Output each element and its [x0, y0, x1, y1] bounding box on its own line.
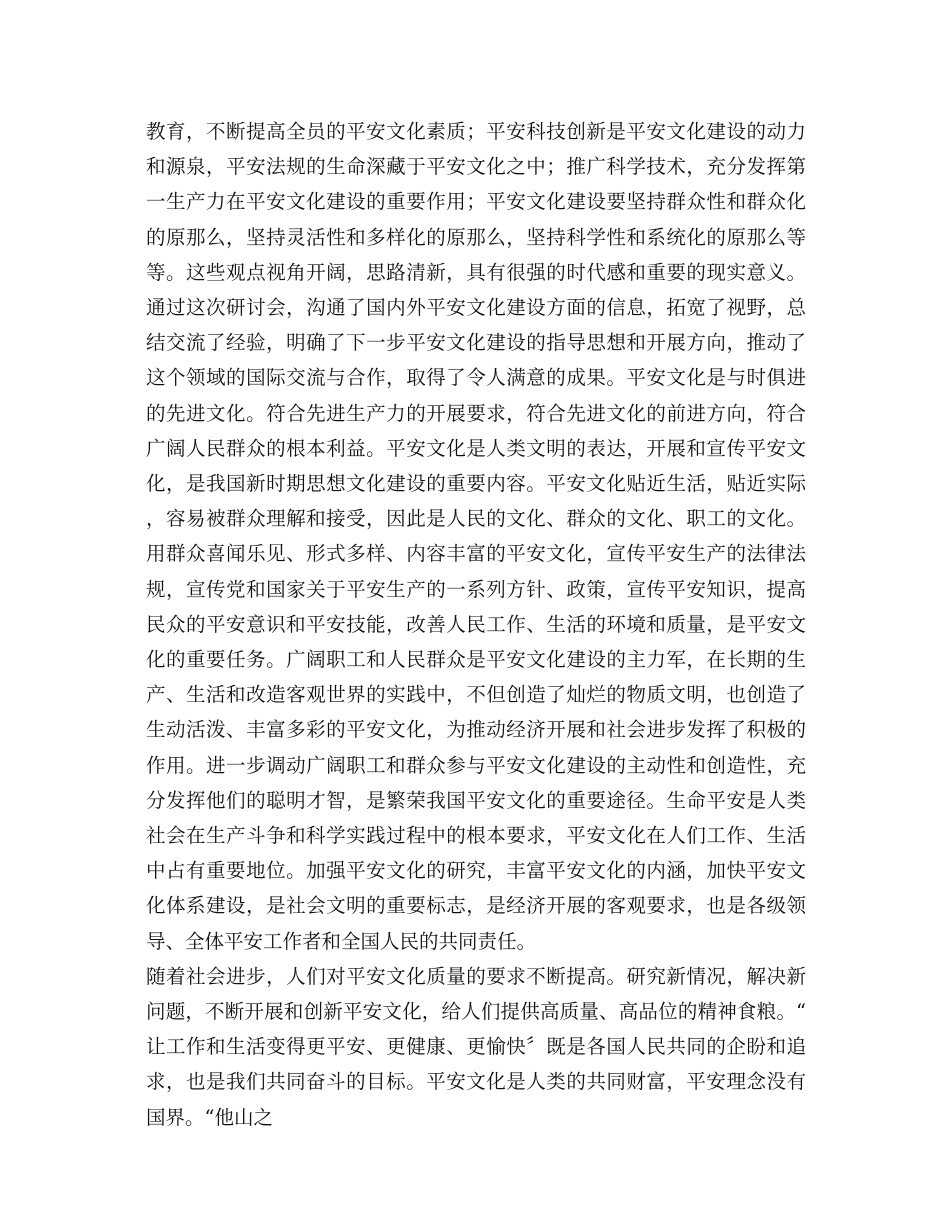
- paragraph-2: 随着社会进步，人们对平安文化质量的要求不断提高。研究新情况，解决新问题，不断开展和创新平安文化，给人们提供高质量、高品位的精神食粮。“让工作和生活变得更平安、更健康、更愉快〞既是各国人民共同的企盼和追求，也是我们共同奋斗的目标。平安文化是人类的共同财富，平安理念没有国界。“他山之: [146, 964, 806, 1129]
- document-body: [146, 114, 806, 1135]
- paragraph-1: 教育，不断提高全员的平安文化素质；平安科技创新是平安文化建设的动力和源泉，平安法规的生命深藏于平安文化之中；推广科学技术，充分发挥第一生产力在平安文化建设的重要作用；平安文化建设要坚持群众性和群众化的原那么，坚持灵活性和多样化的原那么，坚持科学性和系统化的原那么等等。这些观点视角开阔，思路清新，具有很强的时代感和重要的现实意义。通过这次研讨会，沟通了国内外平安文化建设方面的信息，拓宽了视野，总结交流了经验，明确了下一步平安文化建设的指导思想和开展方向，推动了这个领域的国际交流与合作，取得了令人满意的成果。平安文化是与时俱进的先进文化。符合先进生产力的开展要求，符合先进文化的前进方向，符合广阔人民群众的根本利益。平安文化是人类文明的表达，开展和宣传平安文化，是我国新时期思想文化建设的重要内容。平安文化贴近生活，贴近实际，容易被群众理解和接受，因此是人民的文化、群众的文化、职工的文化。用群众喜闻乐见、形式多样、内容丰富的平安文化，宣传平安生产的法律法规，宣传党和国家关于平安生产的一系列方针、政策，宣传平安知识，提高民众的平安意识和平安技能，改善人民工作、生活的环境和质量，是平安文化的重要任务。广阔职工和人民群众是平安文化建设的主力军，在长期的生产、生活和改造客观世界的实践中，不但创造了灿烂的物质文明，也创造了生动活泼、丰富多彩的平安文化，为推动经济开展和社会进步发挥了积极的作用。进一步调动广阔职工和群众参与平安文化建设的主动性和创造性，充分发挥他们的聪明才智，是繁荣我国平安文化的重要途径。生命平安是人类社会在生产斗争和科学实践过程中的根本要求，平安文化在人们工作、生活中占有重要地位。加强平安文化的研究，丰富平安文化的内涵，加快平安文化体系建设，是社会文明的重要标志，是经济开展的客观要求，也是各级领导、全体平安工作者和全国人民的共同责任。: [146, 120, 806, 953]
